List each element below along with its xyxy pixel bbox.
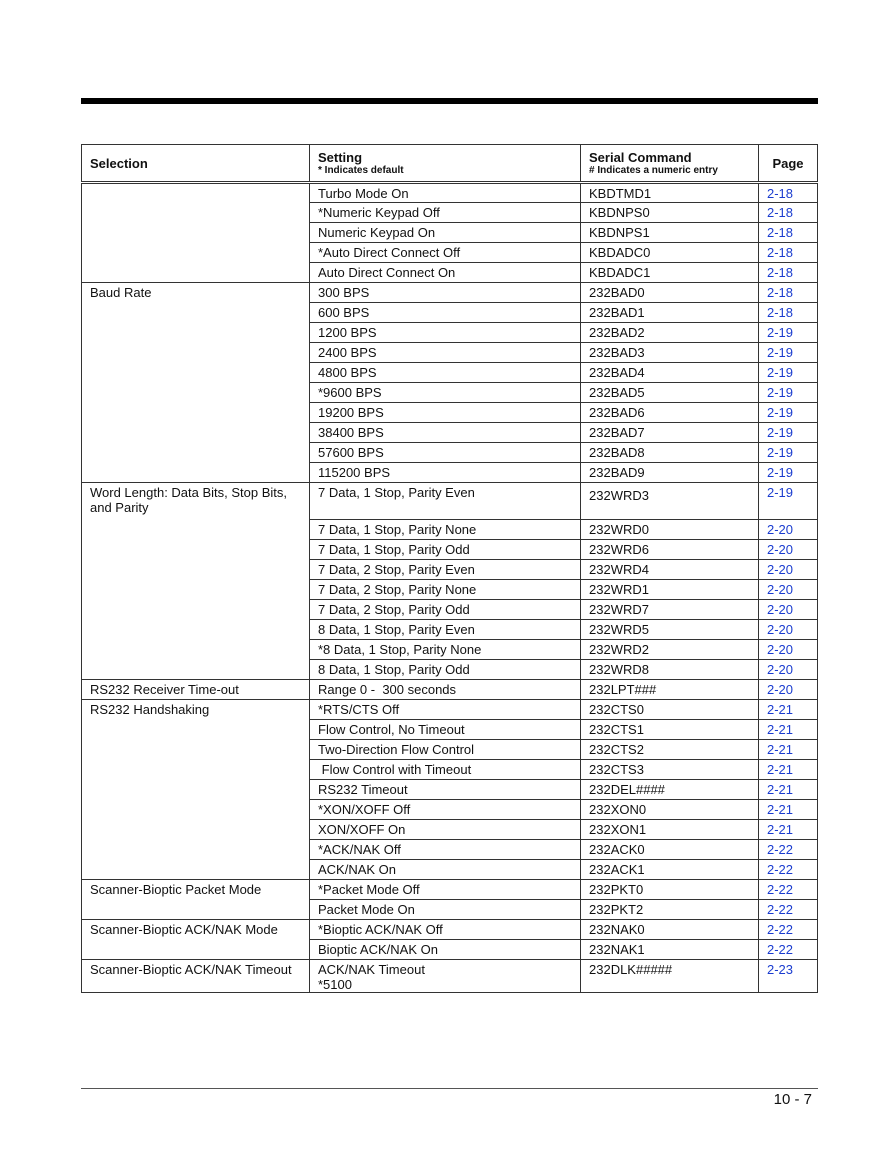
serial-command-cell: 232XON0 bbox=[581, 800, 759, 820]
setting-cell: *RTS/CTS Off bbox=[310, 700, 581, 720]
setting-cell: 8 Data, 1 Stop, Parity Odd bbox=[310, 660, 581, 680]
page-link[interactable]: 2-22 bbox=[759, 860, 818, 880]
setting-cell: 600 BPS bbox=[310, 303, 581, 323]
page-link[interactable]: 2-19 bbox=[759, 363, 818, 383]
selection-cell: Scanner-Bioptic ACK/NAK Timeout bbox=[82, 960, 310, 993]
page-link[interactable]: 2-20 bbox=[759, 600, 818, 620]
serial-command-cell: 232BAD8 bbox=[581, 443, 759, 463]
setting-cell: Packet Mode On bbox=[310, 900, 581, 920]
serial-command-table bbox=[81, 144, 818, 993]
serial-command-cell: 232WRD4 bbox=[581, 560, 759, 580]
serial-command-cell: 232WRD3 bbox=[581, 483, 759, 520]
setting-cell: Range 0 - 300 seconds bbox=[310, 680, 581, 700]
serial-command-cell: KBDTMD1 bbox=[581, 183, 759, 203]
serial-command-cell: 232BAD0 bbox=[581, 283, 759, 303]
serial-command-cell: 232WRD1 bbox=[581, 580, 759, 600]
table-row bbox=[82, 483, 818, 520]
serial-command-cell: 232BAD4 bbox=[581, 363, 759, 383]
serial-command-cell: 232XON1 bbox=[581, 820, 759, 840]
setting-cell: 8 Data, 1 Stop, Parity Even bbox=[310, 620, 581, 640]
serial-command-cell: 232LPT### bbox=[581, 680, 759, 700]
serial-command-cell: KBDNPS1 bbox=[581, 223, 759, 243]
serial-command-cell: 232BAD7 bbox=[581, 423, 759, 443]
serial-command-cell: 232PKT0 bbox=[581, 880, 759, 900]
page-link[interactable]: 2-22 bbox=[759, 840, 818, 860]
selection-cell: RS232 Receiver Time-out bbox=[82, 680, 310, 700]
setting-cell: *ACK/NAK Off bbox=[310, 840, 581, 860]
page-link[interactable]: 2-18 bbox=[759, 183, 818, 203]
serial-command-cell: 232NAK0 bbox=[581, 920, 759, 940]
serial-command-cell: 232DLK##### bbox=[581, 960, 759, 993]
serial-command-cell: 232WRD7 bbox=[581, 600, 759, 620]
top-rule bbox=[81, 98, 818, 104]
setting-cell: 300 BPS bbox=[310, 283, 581, 303]
page-link[interactable]: 2-21 bbox=[759, 760, 818, 780]
selection-cell: Baud Rate bbox=[82, 283, 310, 483]
setting-cell: ACK/NAK On bbox=[310, 860, 581, 880]
serial-command-cell: 232WRD6 bbox=[581, 540, 759, 560]
selection-cell: Scanner-Bioptic Packet Mode bbox=[82, 880, 310, 920]
serial-command-cell: 232WRD5 bbox=[581, 620, 759, 640]
table-row bbox=[82, 880, 818, 900]
table-row bbox=[82, 700, 818, 720]
setting-cell: *Auto Direct Connect Off bbox=[310, 243, 581, 263]
page-link[interactable]: 2-20 bbox=[759, 640, 818, 660]
serial-command-cell: 232PKT2 bbox=[581, 900, 759, 920]
setting-cell: RS232 Timeout bbox=[310, 780, 581, 800]
setting-cell: 7 Data, 2 Stop, Parity Odd bbox=[310, 600, 581, 620]
page-link[interactable]: 2-23 bbox=[759, 960, 818, 993]
table-row bbox=[82, 920, 818, 940]
page-link[interactable]: 2-18 bbox=[759, 283, 818, 303]
page-link[interactable]: 2-21 bbox=[759, 800, 818, 820]
page-link[interactable]: 2-19 bbox=[759, 343, 818, 363]
page-link[interactable]: 2-22 bbox=[759, 880, 818, 900]
setting-cell: XON/XOFF On bbox=[310, 820, 581, 840]
table-header-row bbox=[82, 145, 818, 183]
serial-command-cell: 232CTS0 bbox=[581, 700, 759, 720]
page-link[interactable]: 2-19 bbox=[759, 463, 818, 483]
page-link[interactable]: 2-20 bbox=[759, 540, 818, 560]
header-setting-note: * Indicates default bbox=[318, 164, 404, 176]
page-link[interactable]: 2-18 bbox=[759, 203, 818, 223]
setting-cell: Flow Control, No Timeout bbox=[310, 720, 581, 740]
serial-command-cell: 232CTS3 bbox=[581, 760, 759, 780]
setting-cell: *Numeric Keypad Off bbox=[310, 203, 581, 223]
page-link[interactable]: 2-22 bbox=[759, 920, 818, 940]
header-setting-label: Setting bbox=[318, 149, 363, 165]
table-row bbox=[82, 680, 818, 700]
serial-command-cell: 232BAD5 bbox=[581, 383, 759, 403]
footer-rule bbox=[81, 1088, 818, 1089]
serial-command-cell: 232CTS1 bbox=[581, 720, 759, 740]
serial-command-cell: 232BAD1 bbox=[581, 303, 759, 323]
header-serial-command bbox=[581, 145, 759, 183]
serial-command-cell: 232ACK1 bbox=[581, 860, 759, 880]
selection-cell: Scanner-Bioptic ACK/NAK Mode bbox=[82, 920, 310, 960]
page-link[interactable]: 2-22 bbox=[759, 940, 818, 960]
serial-command-cell: 232NAK1 bbox=[581, 940, 759, 960]
header-serial-command-note: # Indicates a numeric entry bbox=[589, 164, 718, 176]
serial-command-cell: KBDNPS0 bbox=[581, 203, 759, 223]
setting-cell: 7 Data, 1 Stop, Parity Even bbox=[310, 483, 581, 520]
header-setting bbox=[310, 145, 581, 183]
setting-cell: 7 Data, 1 Stop, Parity None bbox=[310, 520, 581, 540]
setting-cell: 7 Data, 2 Stop, Parity Even bbox=[310, 560, 581, 580]
setting-cell: Bioptic ACK/NAK On bbox=[310, 940, 581, 960]
serial-command-cell: KBDADC0 bbox=[581, 243, 759, 263]
page-link[interactable]: 2-19 bbox=[759, 423, 818, 443]
header-page: Page bbox=[759, 145, 818, 183]
page-link[interactable]: 2-20 bbox=[759, 580, 818, 600]
serial-command-cell: 232WRD8 bbox=[581, 660, 759, 680]
page-link[interactable]: 2-21 bbox=[759, 780, 818, 800]
serial-command-cell: 232WRD0 bbox=[581, 520, 759, 540]
page-link[interactable]: 2-20 bbox=[759, 660, 818, 680]
serial-command-cell: 232CTS2 bbox=[581, 740, 759, 760]
page-link[interactable]: 2-21 bbox=[759, 740, 818, 760]
page-link[interactable]: 2-18 bbox=[759, 303, 818, 323]
page-link[interactable]: 2-20 bbox=[759, 620, 818, 640]
page-link[interactable]: 2-21 bbox=[759, 720, 818, 740]
page-link[interactable]: 2-20 bbox=[759, 520, 818, 540]
page-link[interactable]: 2-19 bbox=[759, 323, 818, 343]
page-number: 10 - 7 bbox=[773, 1091, 812, 1108]
setting-cell: 2400 BPS bbox=[310, 343, 581, 363]
header-serial-command-label: Serial Command bbox=[589, 149, 692, 165]
table-row bbox=[82, 183, 818, 203]
selection-cell: RS232 Handshaking bbox=[82, 700, 310, 880]
table-row bbox=[82, 960, 818, 993]
setting-cell: 115200 BPS bbox=[310, 463, 581, 483]
page-link[interactable]: 2-21 bbox=[759, 700, 818, 720]
page-link[interactable]: 2-19 bbox=[759, 483, 818, 520]
setting-cell: Flow Control with Timeout bbox=[310, 760, 581, 780]
serial-command-cell: 232ACK0 bbox=[581, 840, 759, 860]
serial-command-cell: 232WRD2 bbox=[581, 640, 759, 660]
page-link[interactable]: 2-19 bbox=[759, 403, 818, 423]
selection-cell: Word Length: Data Bits, Stop Bits, and Parity bbox=[82, 483, 310, 680]
setting-cell: *XON/XOFF Off bbox=[310, 800, 581, 820]
setting-cell: Auto Direct Connect On bbox=[310, 263, 581, 283]
setting-cell: 57600 BPS bbox=[310, 443, 581, 463]
page-link[interactable]: 2-18 bbox=[759, 263, 818, 283]
page-link[interactable]: 2-20 bbox=[759, 680, 818, 700]
serial-command-cell: 232DEL#### bbox=[581, 780, 759, 800]
page-link[interactable]: 2-19 bbox=[759, 383, 818, 403]
setting-cell: Turbo Mode On bbox=[310, 183, 581, 203]
setting-cell: *8 Data, 1 Stop, Parity None bbox=[310, 640, 581, 660]
page-link[interactable]: 2-18 bbox=[759, 243, 818, 263]
page-link[interactable]: 2-19 bbox=[759, 443, 818, 463]
header-selection: Selection bbox=[82, 145, 310, 183]
setting-cell: 7 Data, 1 Stop, Parity Odd bbox=[310, 540, 581, 560]
serial-command-cell: KBDADC1 bbox=[581, 263, 759, 283]
setting-cell: *Bioptic ACK/NAK Off bbox=[310, 920, 581, 940]
page-link[interactable]: 2-21 bbox=[759, 820, 818, 840]
setting-cell: 38400 BPS bbox=[310, 423, 581, 443]
serial-command-cell: 232BAD6 bbox=[581, 403, 759, 423]
setting-cell: ACK/NAK Timeout *5100 bbox=[310, 960, 581, 993]
page-link[interactable]: 2-20 bbox=[759, 560, 818, 580]
setting-cell: *9600 BPS bbox=[310, 383, 581, 403]
setting-cell: 7 Data, 2 Stop, Parity None bbox=[310, 580, 581, 600]
setting-cell: Numeric Keypad On bbox=[310, 223, 581, 243]
page-link[interactable]: 2-22 bbox=[759, 900, 818, 920]
setting-cell: 1200 BPS bbox=[310, 323, 581, 343]
setting-cell: Two-Direction Flow Control bbox=[310, 740, 581, 760]
selection-cell bbox=[82, 183, 310, 283]
table-row bbox=[82, 283, 818, 303]
page-link[interactable]: 2-18 bbox=[759, 223, 818, 243]
serial-command-cell: 232BAD9 bbox=[581, 463, 759, 483]
serial-command-cell: 232BAD2 bbox=[581, 323, 759, 343]
serial-command-cell: 232BAD3 bbox=[581, 343, 759, 363]
table-body bbox=[82, 183, 818, 993]
setting-cell: *Packet Mode Off bbox=[310, 880, 581, 900]
setting-cell: 4800 BPS bbox=[310, 363, 581, 383]
setting-cell: 19200 BPS bbox=[310, 403, 581, 423]
